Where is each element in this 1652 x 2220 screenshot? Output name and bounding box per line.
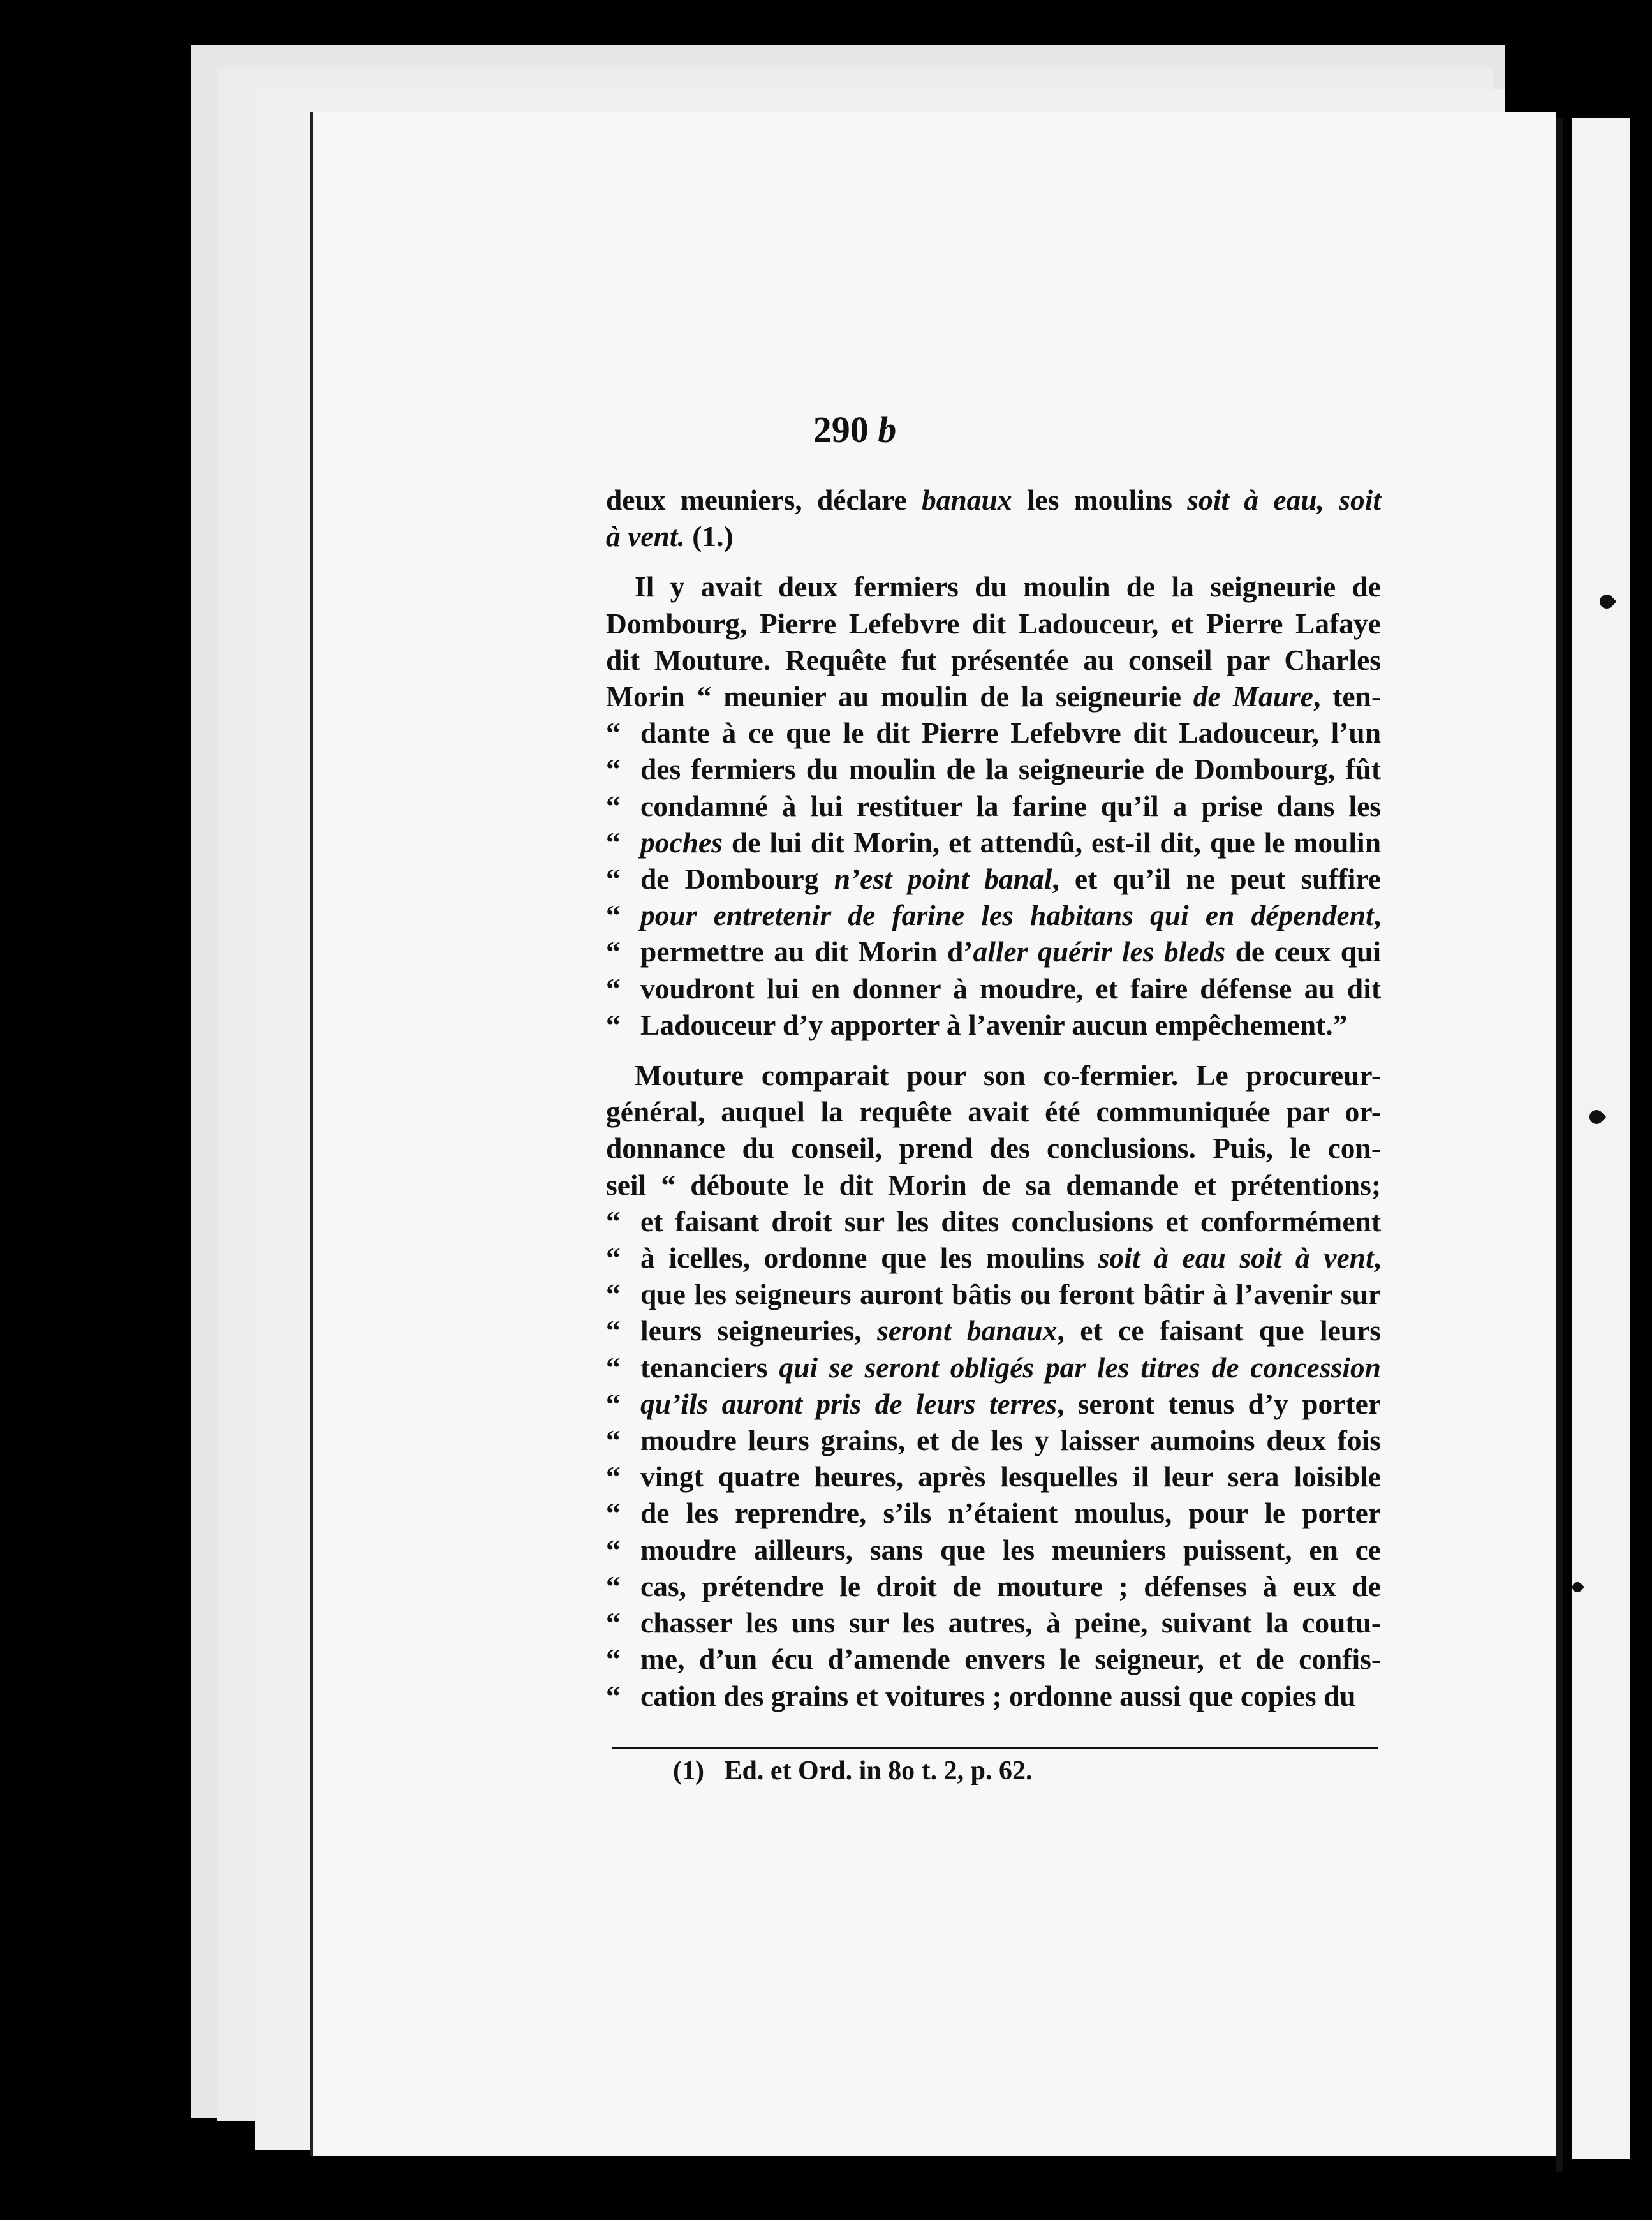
text-run: condamné à lui restituer la farine qu’il a prise dans les bbox=[640, 789, 1381, 822]
text-run: , bbox=[1373, 1241, 1381, 1275]
text-line bbox=[606, 714, 1381, 751]
quoted-text bbox=[640, 824, 1381, 861]
text-line bbox=[606, 1678, 1381, 1714]
text-line bbox=[606, 1604, 1381, 1641]
quoted-text bbox=[640, 1386, 1381, 1422]
quoted-text bbox=[640, 788, 1381, 824]
paragraph bbox=[606, 568, 1381, 1043]
text-run: de les reprendre, s’ils n’étaient moulus, pour le porter bbox=[640, 1497, 1381, 1530]
quote-mark: “ bbox=[606, 1008, 621, 1041]
italic-text: soit à eau soit à vent bbox=[1098, 1241, 1374, 1275]
text-line bbox=[606, 568, 1381, 605]
text-run: à icelles, ordonne que les moulins bbox=[640, 1241, 1098, 1275]
text-run: dit Mouture. Requête fut présentée au conseil par Charles bbox=[606, 643, 1381, 676]
quoted-text bbox=[640, 1276, 1381, 1312]
quote-mark: “ bbox=[606, 1314, 621, 1347]
quote-mark: “ bbox=[606, 753, 621, 786]
quote-mark: “ bbox=[606, 862, 621, 896]
text-run: moudre leurs grains, et de les y laisser aumoins deux fois bbox=[640, 1424, 1381, 1457]
quoted-text bbox=[640, 1312, 1381, 1349]
quoted-text bbox=[640, 1349, 1381, 1386]
text-run: , bbox=[1373, 899, 1381, 932]
text-run: de Dombourg bbox=[640, 862, 834, 896]
quoted-text bbox=[640, 933, 1381, 970]
text-line bbox=[606, 518, 1381, 554]
text-run: voudront lui en donner à moudre, et faire défense au dit bbox=[640, 972, 1381, 1005]
quoted-text bbox=[640, 1568, 1381, 1604]
text-line bbox=[606, 482, 1381, 518]
text-line bbox=[606, 1532, 1381, 1568]
text-line bbox=[606, 1312, 1381, 1349]
text-run: de lui dit Morin, et attendû, est-il dit, que le moulin bbox=[722, 825, 1381, 859]
text-run: seil “ déboute le dit Morin de sa demande et prétentions; bbox=[606, 1168, 1381, 1201]
text-run: général, auquel la requête avait été communiquée par or- bbox=[606, 1095, 1381, 1128]
text-line bbox=[606, 1203, 1381, 1240]
quote-mark: “ bbox=[606, 1460, 621, 1493]
text-line bbox=[606, 1422, 1381, 1458]
text-run: , seront tenus d’y porter bbox=[1056, 1387, 1381, 1420]
text-run: des fermiers du moulin de la seigneurie de Dombourg, fût bbox=[640, 753, 1381, 786]
text-line bbox=[606, 1057, 1381, 1093]
quote-mark: “ bbox=[606, 935, 621, 968]
quote-mark: “ bbox=[606, 1497, 621, 1530]
paragraph bbox=[606, 482, 1381, 554]
quote-mark: “ bbox=[606, 1350, 621, 1384]
text-run: cas, prétendre le droit de mouture ; défenses à eux de bbox=[640, 1569, 1381, 1602]
text-line bbox=[606, 1093, 1381, 1130]
quote-mark: “ bbox=[606, 1387, 621, 1420]
quoted-text bbox=[640, 1532, 1381, 1568]
quoted-text bbox=[640, 1495, 1381, 1531]
quote-mark: “ bbox=[606, 1643, 621, 1676]
text-run: les moulins bbox=[1012, 484, 1188, 516]
page-number-suffix: b bbox=[878, 409, 897, 450]
footnote bbox=[673, 1756, 1033, 1786]
text-run: permettre au dit Morin d’ bbox=[640, 935, 973, 968]
text-run: deux meuniers, déclare bbox=[606, 484, 922, 516]
quote-mark: “ bbox=[606, 716, 621, 750]
italic-text: banaux bbox=[921, 484, 1012, 516]
text-run: leurs seigneuries, bbox=[640, 1314, 878, 1347]
italic-text: à vent. bbox=[606, 520, 685, 553]
text-run: Il y avait deux fermiers du moulin de la seigneurie de bbox=[635, 570, 1381, 603]
text-line bbox=[606, 1568, 1381, 1604]
text-line bbox=[606, 1495, 1381, 1531]
body-text bbox=[606, 482, 1381, 1728]
quote-mark: “ bbox=[606, 1204, 621, 1238]
text-run: Mouture comparait pour son co-fermier. Le procureur- bbox=[635, 1059, 1381, 1092]
italic-text: n’est point banal bbox=[834, 862, 1052, 896]
quoted-text bbox=[640, 1203, 1381, 1240]
text-run: , et qu’il ne peut suffire bbox=[1052, 862, 1381, 896]
text-run: vingt quatre heures, après lesquelles il leur sera loisible bbox=[640, 1460, 1381, 1493]
italic-text: pour entretenir de farine les habitans qui en dépendent bbox=[640, 899, 1374, 932]
footnote-text: Ed. et Ord. in 8o t. 2, p. 62. bbox=[724, 1756, 1033, 1786]
italic-text: seront banaux bbox=[877, 1314, 1058, 1347]
text-run: et faisant droit sur les dites conclusions et conformément bbox=[640, 1204, 1381, 1238]
text-line bbox=[606, 933, 1381, 970]
quoted-text bbox=[640, 897, 1381, 933]
italic-text: aller quérir les bleds bbox=[973, 935, 1226, 968]
text-run: dante à ce que le dit Pierre Lefebvre dit Ladouceur, l’un bbox=[640, 716, 1381, 750]
quote-mark: “ bbox=[606, 1241, 621, 1275]
quote-mark: “ bbox=[606, 899, 621, 932]
quote-mark: “ bbox=[606, 1679, 621, 1712]
quote-mark: “ bbox=[606, 1278, 621, 1311]
text-run: donnance du conseil, prend des conclusions. Puis, le con- bbox=[606, 1132, 1381, 1165]
text-run: de ceux qui bbox=[1225, 935, 1381, 968]
text-run: cation des grains et voitures ; ordonne aussi que copies du bbox=[640, 1679, 1356, 1712]
text-run: que les seigneurs auront bâtis ou feront bâtir à l’avenir sur bbox=[640, 1278, 1381, 1311]
page-number-value: 290 bbox=[813, 409, 869, 450]
paragraph bbox=[606, 1057, 1381, 1714]
text-line bbox=[606, 861, 1381, 897]
quoted-text bbox=[640, 751, 1381, 787]
italic-text: qui se seront obligés par les titres de concession bbox=[779, 1350, 1381, 1384]
quoted-text bbox=[640, 1422, 1381, 1458]
text-line bbox=[606, 605, 1381, 642]
quoted-text bbox=[640, 1641, 1381, 1677]
quoted-text bbox=[640, 970, 1381, 1007]
quote-mark: “ bbox=[606, 789, 621, 822]
quote-mark: “ bbox=[606, 825, 621, 859]
italic-text: qu’ils auront pris de leurs terres bbox=[640, 1387, 1057, 1420]
text-run: moudre ailleurs, sans que les meuniers puissent, en ce bbox=[640, 1533, 1381, 1566]
text-line bbox=[606, 678, 1381, 714]
footnote-rule bbox=[612, 1747, 1378, 1749]
text-line bbox=[606, 642, 1381, 678]
quoted-text bbox=[640, 861, 1381, 897]
quote-mark: “ bbox=[606, 972, 621, 1005]
quoted-text bbox=[640, 1678, 1381, 1714]
quoted-text bbox=[640, 1007, 1381, 1043]
text-line bbox=[606, 970, 1381, 1007]
quoted-text bbox=[640, 1240, 1381, 1276]
text-run: (1.) bbox=[684, 520, 734, 553]
text-run: me, d’un écu d’amende envers le seigneur, et de confis- bbox=[640, 1643, 1381, 1676]
text-run: chasser les uns sur les autres, à peine, suivant la coutu- bbox=[640, 1606, 1381, 1639]
text-run: tenanciers bbox=[640, 1350, 779, 1384]
text-line bbox=[606, 1641, 1381, 1677]
italic-text: soit à eau, soit bbox=[1187, 484, 1382, 516]
text-line bbox=[606, 1276, 1381, 1312]
text-line bbox=[606, 1240, 1381, 1276]
quoted-text bbox=[640, 714, 1381, 751]
text-line bbox=[606, 1349, 1381, 1386]
page-number bbox=[0, 408, 1652, 451]
text-run: , et ce faisant que leurs bbox=[1057, 1314, 1381, 1347]
text-line bbox=[606, 1007, 1381, 1043]
italic-text: de Maure bbox=[1193, 680, 1313, 713]
quote-mark: “ bbox=[606, 1533, 621, 1566]
quote-mark: “ bbox=[606, 1569, 621, 1602]
text-line bbox=[606, 751, 1381, 787]
quoted-text bbox=[640, 1604, 1381, 1641]
text-run: , ten- bbox=[1313, 680, 1382, 713]
text-line bbox=[606, 1130, 1381, 1166]
text-line bbox=[606, 1386, 1381, 1422]
text-line bbox=[606, 788, 1381, 824]
italic-text: poches bbox=[640, 825, 723, 859]
quote-mark: “ bbox=[606, 1606, 621, 1639]
text-run: Morin “ meunier au moulin de la seigneurie bbox=[606, 680, 1193, 713]
text-run: Ladouceur d’y apporter à l’avenir aucun empêchement.” bbox=[640, 1008, 1348, 1041]
text-line bbox=[606, 897, 1381, 933]
text-line bbox=[606, 1167, 1381, 1203]
text-run: Dombourg, Pierre Lefebvre dit Ladouceur, et Pierre Lafaye bbox=[606, 607, 1381, 640]
text-line bbox=[606, 1458, 1381, 1495]
quoted-text bbox=[640, 1458, 1381, 1495]
text-line bbox=[606, 824, 1381, 861]
quote-mark: “ bbox=[606, 1424, 621, 1457]
footnote-marker: (1) bbox=[673, 1756, 704, 1786]
